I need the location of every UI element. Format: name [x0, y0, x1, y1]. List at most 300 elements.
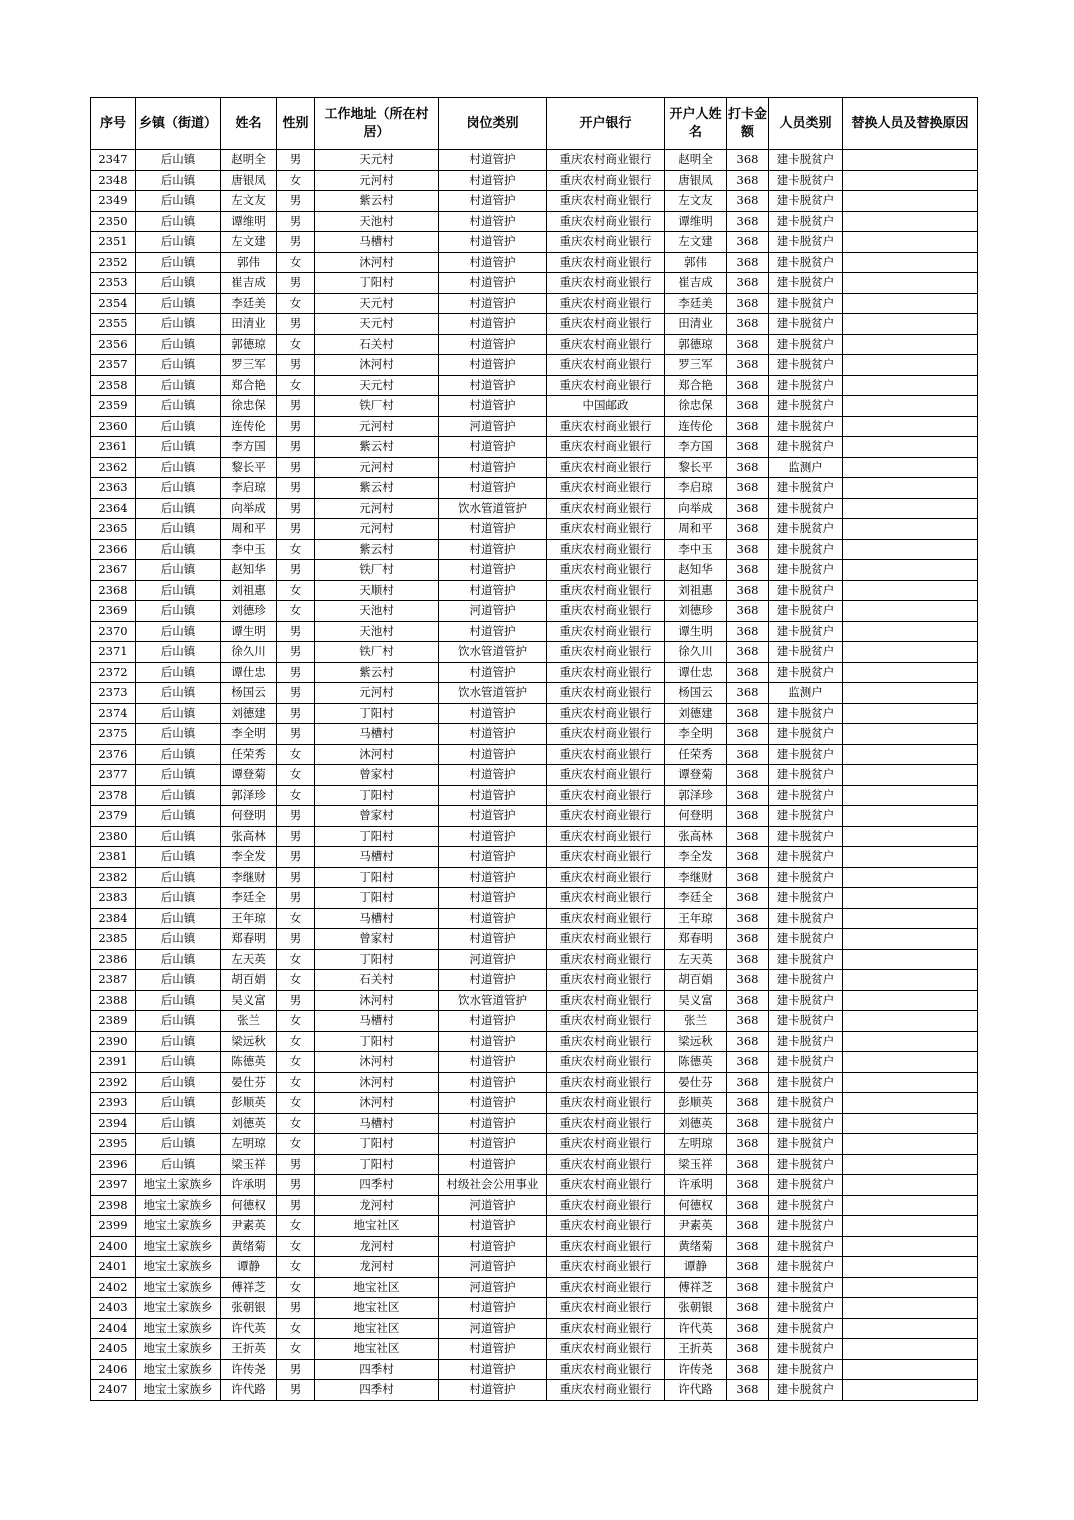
table-cell	[843, 1113, 978, 1134]
table-cell: 何德权	[221, 1195, 277, 1216]
table-cell: 368	[727, 1052, 769, 1073]
table-cell: 建卡脱贫户	[769, 478, 843, 499]
table-cell: 徐久川	[665, 642, 727, 663]
table-cell: 村道管护	[439, 437, 547, 458]
table-cell: 2403	[91, 1298, 136, 1319]
table-cell: 郭伟	[221, 252, 277, 273]
table-cell: 地宝土家族乡	[136, 1257, 221, 1278]
table-cell: 地宝社区	[315, 1298, 439, 1319]
table-cell: 建卡脱贫户	[769, 1113, 843, 1134]
table-cell: 王折英	[665, 1339, 727, 1360]
table-cell: 男	[277, 457, 315, 478]
table-cell	[843, 1175, 978, 1196]
table-cell: 元河村	[315, 170, 439, 191]
table-cell: 368	[727, 1031, 769, 1052]
table-cell: 男	[277, 1359, 315, 1380]
table-cell: 男	[277, 621, 315, 642]
table-cell	[843, 1154, 978, 1175]
table-cell: 陈德英	[665, 1052, 727, 1073]
table-cell: 建卡脱贫户	[769, 724, 843, 745]
table-cell: 村道管护	[439, 1011, 547, 1032]
table-cell: 徐忠保	[221, 396, 277, 417]
table-cell: 女	[277, 252, 315, 273]
table-cell: 许承明	[221, 1175, 277, 1196]
table-cell: 元河村	[315, 416, 439, 437]
table-cell: 女	[277, 1134, 315, 1155]
table-cell: 男	[277, 847, 315, 868]
table-cell: 2375	[91, 724, 136, 745]
table-row	[91, 990, 978, 1011]
table-cell: 2387	[91, 970, 136, 991]
table-cell: 男	[277, 416, 315, 437]
table-row	[91, 601, 978, 622]
table-cell: 周和平	[221, 519, 277, 540]
table-cell	[843, 580, 978, 601]
table-cell: 2397	[91, 1175, 136, 1196]
table-cell: 2361	[91, 437, 136, 458]
table-cell: 368	[727, 642, 769, 663]
table-cell: 黄绪菊	[221, 1236, 277, 1257]
table-cell: 女	[277, 580, 315, 601]
table-cell: 2347	[91, 150, 136, 171]
table-row	[91, 949, 978, 970]
table-cell: 368	[727, 396, 769, 417]
table-cell: 田清业	[221, 314, 277, 335]
table-cell: 谭登菊	[221, 765, 277, 786]
table-cell: 2400	[91, 1236, 136, 1257]
table-cell: 左文建	[665, 232, 727, 253]
table-row	[91, 1093, 978, 1114]
table-cell: 周和平	[665, 519, 727, 540]
table-cell: 男	[277, 560, 315, 581]
table-cell	[843, 252, 978, 273]
table-cell: 河道管护	[439, 416, 547, 437]
table-cell: 后山镇	[136, 539, 221, 560]
table-cell: 368	[727, 191, 769, 212]
table-cell: 2401	[91, 1257, 136, 1278]
table-cell: 368	[727, 1298, 769, 1319]
table-cell: 村道管护	[439, 908, 547, 929]
table-cell: 后山镇	[136, 273, 221, 294]
table-cell: 村道管护	[439, 621, 547, 642]
table-cell: 建卡脱贫户	[769, 621, 843, 642]
table-cell: 后山镇	[136, 560, 221, 581]
table-body	[91, 150, 978, 1401]
table-cell: 女	[277, 375, 315, 396]
table-row	[91, 478, 978, 499]
table-cell: 2389	[91, 1011, 136, 1032]
table-cell: 男	[277, 1195, 315, 1216]
table-cell: 重庆农村商业银行	[547, 970, 665, 991]
table-row	[91, 560, 978, 581]
table-cell: 重庆农村商业银行	[547, 1298, 665, 1319]
table-cell	[843, 826, 978, 847]
table-cell: 元河村	[315, 498, 439, 519]
table-cell: 女	[277, 1052, 315, 1073]
table-cell	[843, 1011, 978, 1032]
column-header: 岗位类别	[439, 98, 547, 150]
table-cell: 368	[727, 1216, 769, 1237]
table-cell: 马槽村	[315, 1113, 439, 1134]
table-cell	[843, 806, 978, 827]
table-cell: 丁阳村	[315, 1134, 439, 1155]
table-cell: 村道管护	[439, 888, 547, 909]
table-cell: 石关村	[315, 334, 439, 355]
table-cell: 龙河村	[315, 1195, 439, 1216]
table-cell: 重庆农村商业银行	[547, 334, 665, 355]
table-cell: 村道管护	[439, 847, 547, 868]
table-row	[91, 1359, 978, 1380]
table-row	[91, 498, 978, 519]
table-cell: 河道管护	[439, 949, 547, 970]
table-cell: 许代路	[665, 1380, 727, 1401]
table-row	[91, 970, 978, 991]
table-row	[91, 519, 978, 540]
table-cell: 2385	[91, 929, 136, 950]
table-row	[91, 1052, 978, 1073]
table-cell: 村道管护	[439, 1134, 547, 1155]
table-cell: 张朝银	[665, 1298, 727, 1319]
table-row	[91, 1318, 978, 1339]
table-cell: 后山镇	[136, 150, 221, 171]
table-cell: 重庆农村商业银行	[547, 1093, 665, 1114]
table-cell: 紫云村	[315, 437, 439, 458]
table-cell: 重庆农村商业银行	[547, 1257, 665, 1278]
table-cell: 368	[727, 170, 769, 191]
table-cell: 重庆农村商业银行	[547, 642, 665, 663]
table-cell: 崔吉成	[221, 273, 277, 294]
table-cell: 刘祖惠	[221, 580, 277, 601]
table-cell: 地宝土家族乡	[136, 1216, 221, 1237]
table-row	[91, 1011, 978, 1032]
table-cell: 368	[727, 232, 769, 253]
table-cell: 梁远秋	[665, 1031, 727, 1052]
table-cell: 女	[277, 1031, 315, 1052]
table-cell: 赵知华	[221, 560, 277, 581]
table-cell: 368	[727, 211, 769, 232]
table-cell: 任荣秀	[221, 744, 277, 765]
table-cell: 建卡脱贫户	[769, 519, 843, 540]
table-cell: 后山镇	[136, 949, 221, 970]
table-cell: 建卡脱贫户	[769, 580, 843, 601]
table-cell: 2398	[91, 1195, 136, 1216]
table-cell: 后山镇	[136, 375, 221, 396]
table-cell: 368	[727, 1154, 769, 1175]
table-row	[91, 396, 978, 417]
table-cell: 沐河村	[315, 1052, 439, 1073]
table-cell: 河道管护	[439, 1277, 547, 1298]
table-cell: 女	[277, 601, 315, 622]
table-cell: 后山镇	[136, 416, 221, 437]
table-cell: 368	[727, 539, 769, 560]
table-row	[91, 1277, 978, 1298]
table-row	[91, 1195, 978, 1216]
table-cell	[843, 375, 978, 396]
table-cell: 重庆农村商业银行	[547, 314, 665, 335]
table-cell: 重庆农村商业银行	[547, 191, 665, 212]
table-cell: 368	[727, 355, 769, 376]
table-cell: 李中玉	[221, 539, 277, 560]
table-cell: 后山镇	[136, 1052, 221, 1073]
table-cell: 石关村	[315, 970, 439, 991]
table-cell: 368	[727, 150, 769, 171]
table-row	[91, 621, 978, 642]
table-cell: 建卡脱贫户	[769, 293, 843, 314]
table-cell	[843, 539, 978, 560]
table-cell: 2378	[91, 785, 136, 806]
table-cell: 重庆农村商业银行	[547, 601, 665, 622]
table-cell: 左明琼	[221, 1134, 277, 1155]
table-cell: 四季村	[315, 1380, 439, 1401]
table-cell: 368	[727, 580, 769, 601]
table-row	[91, 191, 978, 212]
table-row	[91, 1380, 978, 1401]
table-row	[91, 908, 978, 929]
table-cell	[843, 990, 978, 1011]
table-cell: 刘德珍	[221, 601, 277, 622]
table-cell: 后山镇	[136, 355, 221, 376]
table-cell: 地宝土家族乡	[136, 1318, 221, 1339]
table-cell: 后山镇	[136, 314, 221, 335]
table-cell: 368	[727, 293, 769, 314]
table-row	[91, 867, 978, 888]
table-cell	[843, 949, 978, 970]
table-cell: 2402	[91, 1277, 136, 1298]
table-cell: 元河村	[315, 519, 439, 540]
table-cell: 建卡脱贫户	[769, 334, 843, 355]
table-cell: 后山镇	[136, 703, 221, 724]
table-cell: 左明琼	[665, 1134, 727, 1155]
table-cell: 368	[727, 1359, 769, 1380]
table-cell: 村道管护	[439, 355, 547, 376]
table-cell: 重庆农村商业银行	[547, 683, 665, 704]
table-cell	[843, 1216, 978, 1237]
table-cell	[843, 293, 978, 314]
table-cell: 重庆农村商业银行	[547, 519, 665, 540]
table-cell: 李廷美	[665, 293, 727, 314]
table-cell: 张兰	[665, 1011, 727, 1032]
table-cell: 重庆农村商业银行	[547, 355, 665, 376]
table-cell: 2359	[91, 396, 136, 417]
table-cell: 女	[277, 1339, 315, 1360]
table-cell: 后山镇	[136, 1011, 221, 1032]
table-cell: 黄绪菊	[665, 1236, 727, 1257]
table-cell: 郭德琼	[665, 334, 727, 355]
table-cell: 重庆农村商业银行	[547, 1318, 665, 1339]
table-row	[91, 437, 978, 458]
table-cell: 2391	[91, 1052, 136, 1073]
table-cell: 后山镇	[136, 1134, 221, 1155]
table-cell: 男	[277, 314, 315, 335]
table-cell: 马槽村	[315, 724, 439, 745]
table-cell: 曾家村	[315, 929, 439, 950]
table-cell: 徐忠保	[665, 396, 727, 417]
table-cell: 女	[277, 1277, 315, 1298]
table-cell: 368	[727, 826, 769, 847]
table-cell	[843, 1318, 978, 1339]
table-cell: 建卡脱贫户	[769, 888, 843, 909]
table-cell: 男	[277, 826, 315, 847]
table-cell: 建卡脱贫户	[769, 1277, 843, 1298]
table-cell	[843, 765, 978, 786]
table-cell	[843, 1298, 978, 1319]
table-row	[91, 826, 978, 847]
table-cell	[843, 785, 978, 806]
table-row	[91, 314, 978, 335]
table-cell	[843, 314, 978, 335]
table-cell: 许代英	[665, 1318, 727, 1339]
table-cell: 后山镇	[136, 478, 221, 499]
table-cell: 男	[277, 703, 315, 724]
table-cell: 建卡脱贫户	[769, 744, 843, 765]
table-cell: 地宝社区	[315, 1339, 439, 1360]
table-cell: 后山镇	[136, 990, 221, 1011]
table-cell: 村道管护	[439, 252, 547, 273]
table-cell: 2367	[91, 560, 136, 581]
table-cell: 谭静	[221, 1257, 277, 1278]
table-cell: 天元村	[315, 293, 439, 314]
table-cell: 建卡脱贫户	[769, 273, 843, 294]
table-cell: 男	[277, 519, 315, 540]
column-header: 性别	[277, 98, 315, 150]
table-cell: 建卡脱贫户	[769, 1072, 843, 1093]
table-cell: 张高林	[665, 826, 727, 847]
table-cell: 2358	[91, 375, 136, 396]
table-cell: 谭静	[665, 1257, 727, 1278]
table-cell: 重庆农村商业银行	[547, 744, 665, 765]
table-cell: 晏仕芬	[221, 1072, 277, 1093]
table-cell: 村级社会公用事业	[439, 1175, 547, 1196]
table-cell: 后山镇	[136, 1113, 221, 1134]
table-cell: 连传伦	[221, 416, 277, 437]
table-cell: 后山镇	[136, 1154, 221, 1175]
table-cell: 左天英	[665, 949, 727, 970]
table-cell: 重庆农村商业银行	[547, 662, 665, 683]
table-cell	[843, 519, 978, 540]
table-cell: 重庆农村商业银行	[547, 1031, 665, 1052]
table-cell: 天池村	[315, 621, 439, 642]
table-cell: 铁厂村	[315, 396, 439, 417]
table-cell	[843, 724, 978, 745]
table-cell: 村道管护	[439, 560, 547, 581]
table-cell: 2349	[91, 191, 136, 212]
table-cell: 重庆农村商业银行	[547, 949, 665, 970]
table-cell: 李方国	[221, 437, 277, 458]
table-cell: 368	[727, 970, 769, 991]
table-cell: 重庆农村商业银行	[547, 826, 665, 847]
table-cell: 地宝社区	[315, 1318, 439, 1339]
table-cell: 地宝土家族乡	[136, 1277, 221, 1298]
table-cell: 村道管护	[439, 1236, 547, 1257]
table-cell: 谭登菊	[665, 765, 727, 786]
table-cell: 赵明全	[665, 150, 727, 171]
table-cell: 地宝土家族乡	[136, 1195, 221, 1216]
table-cell: 天顺村	[315, 580, 439, 601]
table-cell: 建卡脱贫户	[769, 1257, 843, 1278]
table-cell: 地宝社区	[315, 1216, 439, 1237]
table-cell: 何德权	[665, 1195, 727, 1216]
table-cell: 2393	[91, 1093, 136, 1114]
table-cell: 天元村	[315, 150, 439, 171]
table-cell: 龙河村	[315, 1236, 439, 1257]
table-cell	[843, 273, 978, 294]
table-cell: 建卡脱贫户	[769, 970, 843, 991]
table-cell: 重庆农村商业银行	[547, 539, 665, 560]
table-cell: 刘德建	[665, 703, 727, 724]
table-cell: 李继财	[665, 867, 727, 888]
table-cell: 彭顺英	[665, 1093, 727, 1114]
table-cell: 村道管护	[439, 1154, 547, 1175]
table-cell: 女	[277, 1236, 315, 1257]
table-cell: 后山镇	[136, 211, 221, 232]
table-cell: 建卡脱贫户	[769, 826, 843, 847]
table-cell: 男	[277, 1380, 315, 1401]
table-cell: 向举成	[665, 498, 727, 519]
table-cell: 男	[277, 437, 315, 458]
table-cell: 后山镇	[136, 806, 221, 827]
table-cell: 田清业	[665, 314, 727, 335]
table-cell: 建卡脱贫户	[769, 867, 843, 888]
table-cell	[843, 601, 978, 622]
table-cell: 368	[727, 1277, 769, 1298]
table-cell: 男	[277, 273, 315, 294]
table-cell: 重庆农村商业银行	[547, 888, 665, 909]
table-cell: 建卡脱贫户	[769, 498, 843, 519]
table-cell: 后山镇	[136, 1031, 221, 1052]
table-cell: 建卡脱贫户	[769, 1154, 843, 1175]
table-cell: 重庆农村商业银行	[547, 232, 665, 253]
table-cell: 后山镇	[136, 621, 221, 642]
table-cell: 男	[277, 396, 315, 417]
table-cell: 马槽村	[315, 232, 439, 253]
column-header: 姓名	[221, 98, 277, 150]
table-cell: 2366	[91, 539, 136, 560]
table-cell: 后山镇	[136, 580, 221, 601]
table-cell: 饮水管道管护	[439, 498, 547, 519]
table-cell: 368	[727, 334, 769, 355]
table-cell: 建卡脱贫户	[769, 150, 843, 171]
table-cell: 刘德建	[221, 703, 277, 724]
table-cell: 村道管护	[439, 211, 547, 232]
table-cell: 建卡脱贫户	[769, 929, 843, 950]
table-cell: 建卡脱贫户	[769, 847, 843, 868]
table-cell: 黎长平	[665, 457, 727, 478]
table-cell: 崔吉成	[665, 273, 727, 294]
table-cell: 368	[727, 375, 769, 396]
table-cell: 任荣秀	[665, 744, 727, 765]
table-cell: 男	[277, 662, 315, 683]
table-cell: 重庆农村商业银行	[547, 211, 665, 232]
table-cell	[843, 1134, 978, 1155]
table-cell: 重庆农村商业银行	[547, 847, 665, 868]
table-cell: 重庆农村商业银行	[547, 1052, 665, 1073]
table-cell: 建卡脱贫户	[769, 1236, 843, 1257]
table-cell: 女	[277, 170, 315, 191]
table-cell: 梁玉祥	[221, 1154, 277, 1175]
table-cell: 后山镇	[136, 519, 221, 540]
table-cell: 368	[727, 1236, 769, 1257]
table-cell: 地宝社区	[315, 1277, 439, 1298]
table-cell: 女	[277, 1072, 315, 1093]
table-row	[91, 252, 978, 273]
table-cell: 女	[277, 744, 315, 765]
table-cell: 2392	[91, 1072, 136, 1093]
table-cell	[843, 437, 978, 458]
table-cell: 后山镇	[136, 826, 221, 847]
table-cell: 建卡脱贫户	[769, 1031, 843, 1052]
table-cell	[843, 334, 978, 355]
table-cell: 建卡脱贫户	[769, 437, 843, 458]
